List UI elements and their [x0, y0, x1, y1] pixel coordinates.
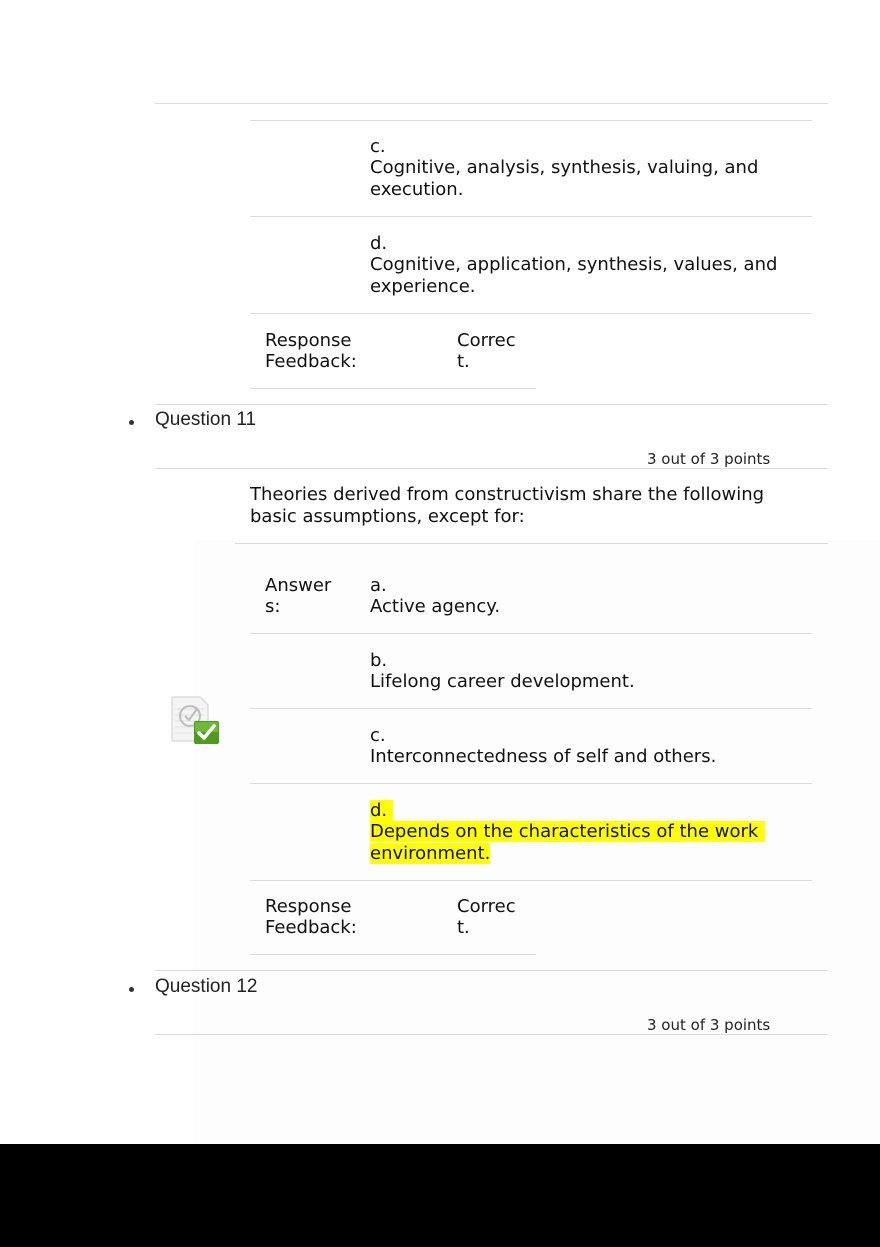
option-text: Depends on the characteristics of the work	[370, 821, 765, 842]
feedback-value: t.	[457, 351, 470, 372]
divider	[235, 543, 828, 544]
divider	[250, 120, 812, 121]
points-score: 3 out of 3 points	[647, 450, 771, 468]
feedback-value: Correc	[457, 330, 516, 351]
question-prompt: Theories derived from constructivism share the following	[250, 484, 765, 505]
divider	[250, 216, 812, 217]
option-text: Interconnectedness of self and others.	[370, 746, 717, 767]
bullet-icon	[129, 987, 134, 992]
feedback-label: Response	[265, 896, 352, 917]
bullet-icon	[129, 420, 134, 425]
question-title: Question 11	[155, 409, 257, 430]
divider	[250, 708, 812, 709]
divider	[250, 880, 812, 881]
divider	[155, 1034, 828, 1035]
correct-checkmark-icon	[170, 695, 220, 745]
option-letter: d.	[370, 800, 393, 821]
divider	[155, 103, 828, 104]
option-text: Cognitive, analysis, synthesis, valuing, and	[370, 157, 759, 178]
option-letter: c.	[370, 136, 386, 157]
divider	[250, 388, 536, 389]
option-text: environment.	[370, 843, 491, 864]
option-text: Lifelong career development.	[370, 671, 635, 692]
answers-label: s:	[265, 596, 281, 617]
feedback-label: Feedback:	[265, 917, 357, 938]
answers-label: Answer	[265, 575, 332, 596]
divider	[250, 313, 812, 314]
option-text: Cognitive, application, synthesis, values, and	[370, 254, 778, 275]
feedback-value: Correc	[457, 896, 516, 917]
divider	[250, 954, 536, 955]
option-text: execution.	[370, 179, 464, 200]
feedback-label: Response	[265, 330, 352, 351]
divider	[250, 633, 812, 634]
question-title: Question 12	[155, 976, 258, 997]
option-letter: a.	[370, 575, 387, 596]
option-letter: d.	[370, 233, 388, 254]
feedback-value: t.	[457, 917, 470, 938]
option-text: Active agency.	[370, 596, 501, 617]
option-letter: b.	[370, 650, 388, 671]
option-letter: c.	[370, 725, 386, 746]
question-prompt: basic assumptions, except for:	[250, 506, 525, 527]
divider	[250, 783, 812, 784]
feedback-label: Feedback:	[265, 351, 357, 372]
divider	[155, 404, 828, 405]
divider	[155, 468, 828, 469]
divider	[155, 970, 828, 971]
points-score: 3 out of 3 points	[647, 1016, 771, 1034]
option-text: experience.	[370, 276, 476, 297]
page-footer-bar	[0, 1144, 880, 1247]
